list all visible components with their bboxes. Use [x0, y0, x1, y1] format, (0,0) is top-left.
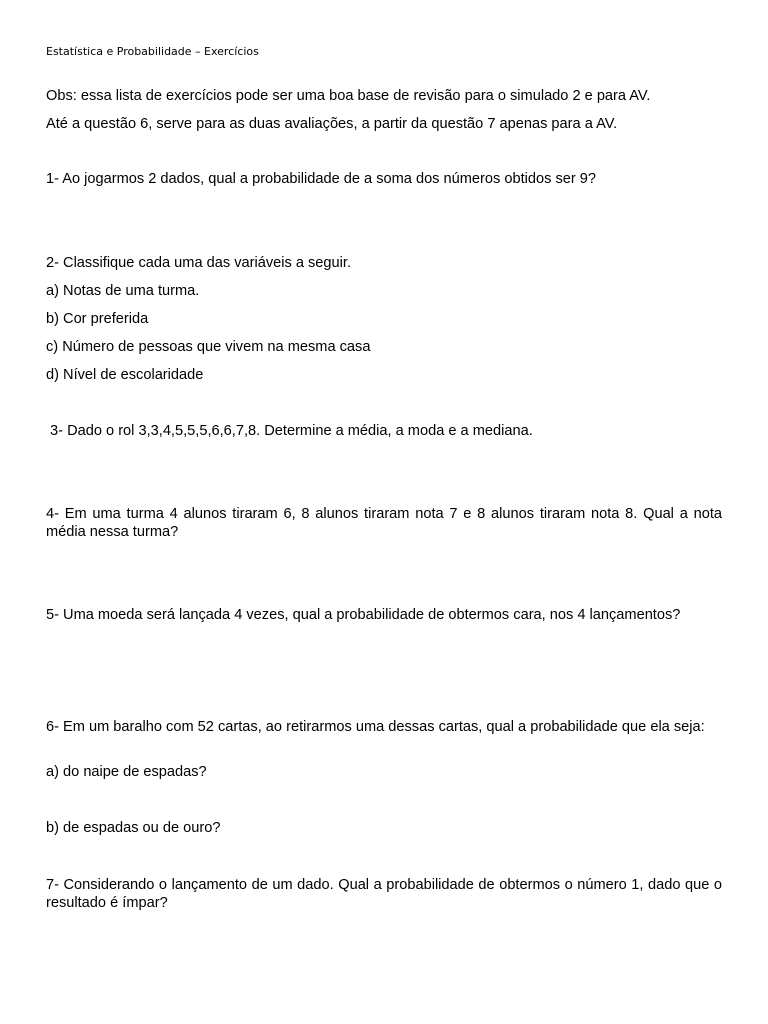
question-3: 3- Dado o rol 3,3,4,5,5,5,6,6,7,8. Determine a média, a moda e a mediana.	[46, 423, 533, 439]
question-2-item-a: a) Notas de uma turma.	[46, 283, 200, 299]
question-6-item-b: b) de espadas ou de ouro?	[46, 820, 221, 836]
question-7: 7- Considerando o lançamento de um dado. Qual a probabilidade de obtermos o número 1, dado que o resultado é ímpar?	[46, 877, 722, 911]
obs-line-2: Até a questão 6, serve para as duas avaliações, a partir da questão 7 apenas para a AV.	[46, 116, 618, 132]
question-5: 5- Uma moeda será lançada 4 vezes, qual a probabilidade de obtermos cara, nos 4 lançamentos?	[46, 607, 681, 623]
question-6: 6- Em um baralho com 52 cartas, ao retirarmos uma dessas cartas, qual a probabilidade que ela seja:	[46, 719, 705, 735]
question-1: 1- Ao jogarmos 2 dados, qual a probabilidade de a soma dos números obtidos ser 9?	[46, 171, 597, 187]
question-2-item-d: d) Nível de escolaridade	[46, 367, 204, 383]
question-2-item-b: b) Cor preferida	[46, 311, 149, 327]
obs-line-1: Obs: essa lista de exercícios pode ser uma boa base de revisão para o simulado 2 e para AV.	[46, 88, 651, 104]
question-6-item-a: a) do naipe de espadas?	[46, 764, 207, 780]
question-2: 2- Classifique cada uma das variáveis a seguir.	[46, 255, 352, 271]
question-2-item-c: c) Número de pessoas que vivem na mesma casa	[46, 339, 371, 355]
document-header: Estatística e Probabilidade – Exercícios	[46, 45, 259, 58]
question-4: 4- Em uma turma 4 alunos tiraram 6, 8 alunos tiraram nota 7 e 8 alunos tiraram nota 8. Qual a nota média nessa turma?	[46, 506, 722, 540]
